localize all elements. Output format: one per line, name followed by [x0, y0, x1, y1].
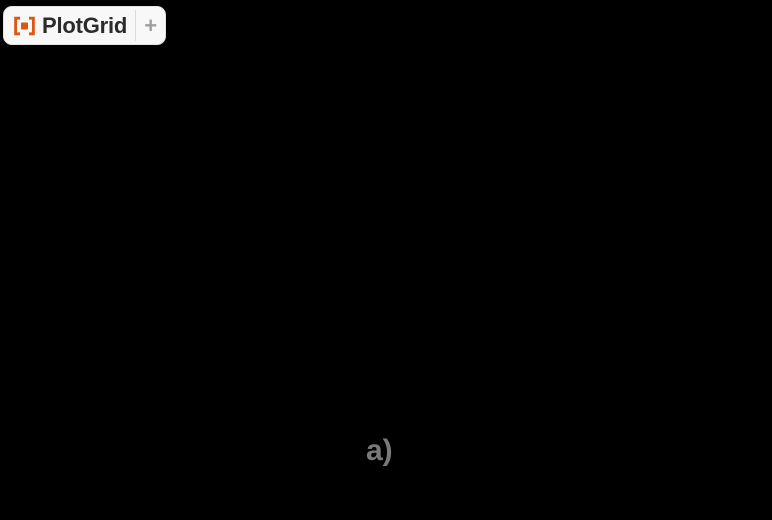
insert-plus-button[interactable]: +: [144, 12, 158, 38]
resource-function-badge[interactable]: [3, 6, 166, 45]
resource-function-name: PlotGrid: [42, 12, 128, 38]
resource-function-icon: [13, 16, 36, 36]
panel-label: a): [366, 434, 393, 467]
